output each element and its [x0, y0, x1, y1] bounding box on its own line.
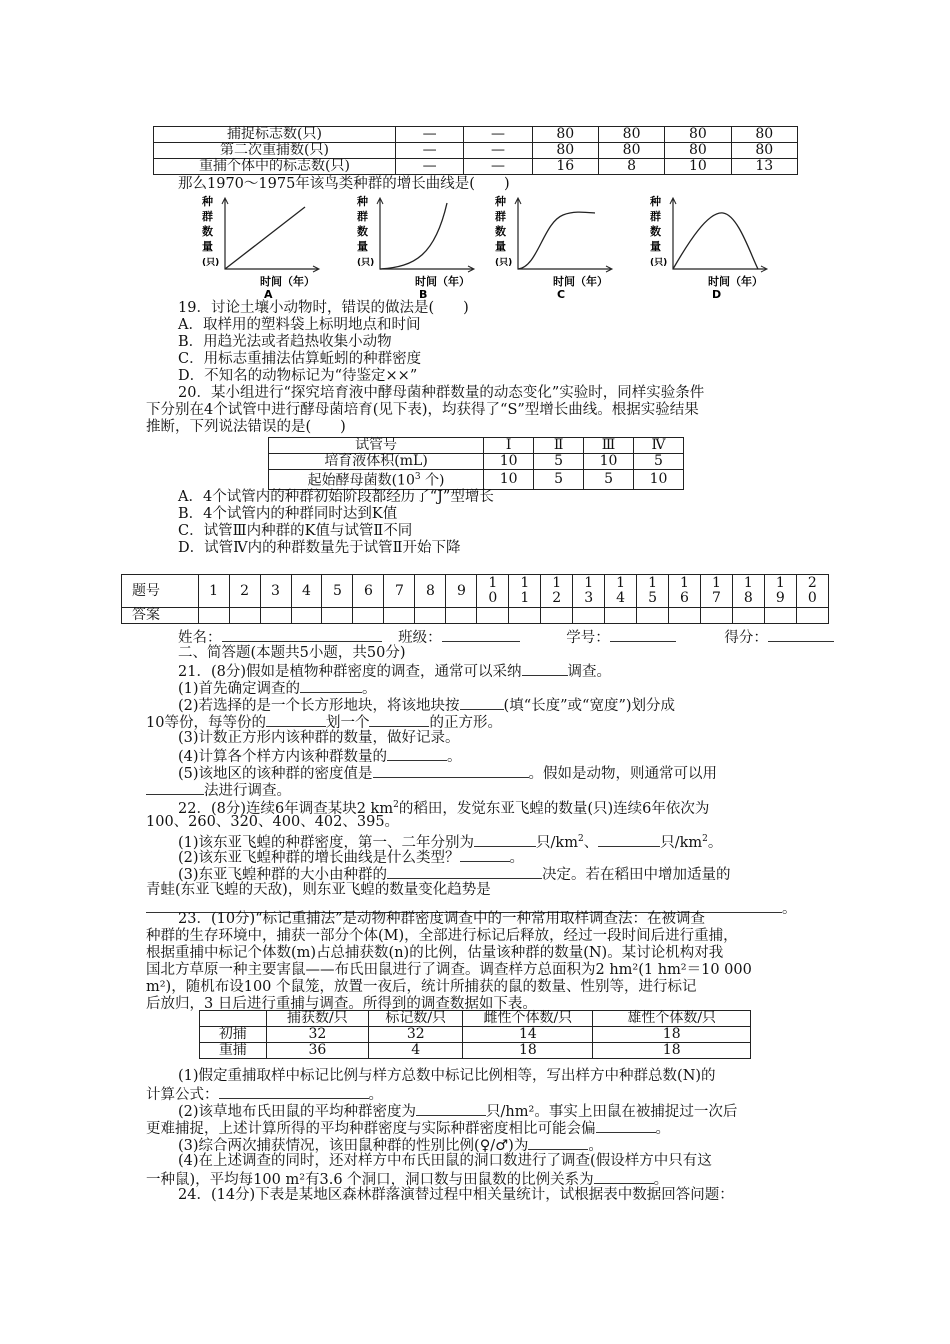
score-field[interactable]: [768, 628, 834, 642]
y-axis-label: 群: [357, 210, 368, 223]
th-tube-4: Ⅳ: [634, 438, 684, 454]
y-axis-label: 群: [495, 210, 506, 223]
superscript: 2: [702, 834, 708, 844]
q23-after-1: (1)假定重捕取样中标记比例与样方总数中标记比例相等，写出样方中种群总数(N)的: [178, 1068, 716, 1084]
row-label: 捕捉标志数(只): [154, 127, 396, 143]
growth-curve: [380, 203, 447, 269]
cell: 10: [484, 454, 534, 470]
mouse-survey-table: [199, 1010, 751, 1059]
answer-cell[interactable]: [669, 608, 701, 624]
answer-cell[interactable]: [477, 608, 509, 624]
text: 只/km: [536, 834, 578, 851]
x-axis-label: 时间（年）: [415, 275, 470, 288]
q20-option-a: A．4个试管内的种群初始阶段都经历了“J”型增长: [178, 489, 494, 505]
question-number: 1 4: [605, 575, 637, 608]
row-yeast-label: [269, 470, 484, 490]
q20-option-b: B．4个试管内的种群同时达到K值: [178, 506, 398, 522]
label-part: 起始酵母菌数(10: [307, 472, 415, 489]
row-label: 第二次重捕数(只): [154, 143, 396, 159]
table-cell: 10: [665, 159, 731, 175]
table-cell: 16: [532, 159, 598, 175]
table-row: [154, 143, 798, 159]
blank[interactable]: [219, 1085, 369, 1099]
q21-line-5: (3)计数正方形内该种群的数量，做好记录。: [178, 730, 460, 746]
y-axis-label: (只): [357, 258, 375, 268]
y-axis-label: 量: [202, 240, 213, 253]
text: (4)计算各个样方内该种群数量的: [178, 749, 388, 765]
blank[interactable]: [596, 1119, 656, 1133]
text: 划一个: [325, 715, 370, 731]
answer-cell[interactable]: [415, 608, 446, 624]
section-2-title: 二、简答题(本题共5小题，共50分): [178, 645, 406, 661]
text: 。: [707, 834, 723, 851]
blank[interactable]: [369, 713, 429, 727]
q23-line-6: 后放归，3 日后进行重捕与调查。所得到的调查数据如下表。: [146, 996, 537, 1012]
name-field[interactable]: [222, 628, 382, 642]
question-number: 8: [415, 575, 446, 608]
table-row: [200, 1027, 751, 1043]
question-number: 1 8: [732, 575, 764, 608]
text: 22．(8分)连续6年调查某块2 km: [178, 800, 394, 817]
q20-stem-2: 下分别在4个试管中进行酵母菌培育(见下表)，均获得了“S”型增长曲线。根据实验结果: [146, 402, 699, 418]
question-number: 1 3: [573, 575, 605, 608]
question-number: 5: [322, 575, 353, 608]
class-label: 班级：: [398, 630, 442, 646]
answer-cell[interactable]: [605, 608, 637, 624]
q19-option-b: B．用趋光法或者趋热收集小动物: [178, 334, 392, 350]
answer-cell[interactable]: [384, 608, 415, 624]
table-cell: 重捕: [200, 1043, 267, 1059]
y-axis-label: 群: [650, 210, 661, 223]
th-tube-1: Ⅰ: [484, 438, 534, 454]
axes: [380, 199, 473, 269]
name-label: 姓名：: [178, 630, 222, 646]
table-cell: 80: [731, 143, 797, 159]
text: (填“长度”或“宽度”)划分成: [503, 698, 676, 714]
text: 只/hm²。事实上田鼠在被捕捉过一次后: [486, 1104, 738, 1120]
capture-table: [153, 126, 798, 175]
question-number: 1 9: [764, 575, 796, 608]
question-number: 1 1: [509, 575, 541, 608]
text: 。: [362, 681, 377, 697]
growth-graph-c: [493, 193, 628, 305]
table-row: [154, 127, 798, 143]
answer-cell[interactable]: [732, 608, 764, 624]
blank[interactable]: [594, 1170, 654, 1184]
q19-option-a: A．取样用的塑料袋上标明地点和时间: [178, 317, 421, 333]
text: 、: [583, 834, 599, 851]
q23-line-3: 根据重捕中标记个体数(m)占总捕获数(n)的比例，估量该种群的数量(N)。某讨论机构对我: [146, 945, 724, 961]
q24-stem: 24．(14分)下表是某地区森林群落演替过程中相关量统计，试根据表中数据回答问题：: [178, 1187, 734, 1203]
answer-cell[interactable]: [700, 608, 732, 624]
answer-cell[interactable]: [509, 608, 541, 624]
table-cell: —: [464, 127, 532, 143]
table-cell: 32: [369, 1027, 463, 1043]
growth-graph-b: [355, 193, 490, 305]
table-cell: 8: [598, 159, 664, 175]
table-cell: 18: [463, 1043, 593, 1059]
growth-curve: [225, 207, 305, 269]
q23-line-1: 23．(10分)“标记重捕法”是动物种群密度调查中的一种常用取样调查法：在被调查: [178, 911, 706, 927]
x-axis-label: 时间（年）: [260, 275, 315, 288]
blank[interactable]: [373, 764, 529, 778]
text: 。: [509, 850, 525, 866]
row-volume-label: 培育液体积(mL): [269, 454, 484, 470]
y-axis-label: 种: [202, 195, 213, 208]
answer-cell[interactable]: [291, 608, 322, 624]
id-label: 学号：: [566, 630, 610, 646]
question-number: 1 5: [637, 575, 669, 608]
q18-stem: 那么1970～1975年该鸟类种群的增长曲线是( ): [178, 176, 510, 192]
table-cell: 32: [266, 1027, 369, 1043]
blank[interactable]: [522, 662, 568, 676]
answer-cell[interactable]: [637, 608, 669, 624]
table-cell: 80: [532, 127, 598, 143]
cell: 10: [584, 454, 634, 470]
q22-line-2: 100、260、320、400、402、395。: [146, 814, 400, 830]
text: 的正方形。: [429, 715, 502, 731]
question-number: 9: [446, 575, 477, 608]
q19-option-c: C．用标志重捕法估算蚯蚓的种群密度: [178, 351, 422, 367]
graph-option-label: C: [557, 288, 566, 301]
y-axis-label: 数: [202, 225, 213, 238]
question-number: 1 7: [700, 575, 732, 608]
q19-option-d: D．不知名的动物标记为“待鉴定××”: [178, 368, 418, 384]
table-cell: 36: [266, 1043, 369, 1059]
test-tube-table: [268, 437, 684, 490]
answer-cell[interactable]: [260, 608, 291, 624]
table-row: [154, 159, 798, 175]
superscript: 2: [577, 834, 584, 844]
text: 。: [653, 1172, 669, 1188]
column-header: 捕获数/只: [266, 1011, 369, 1027]
text: (1)首先确定调查的: [178, 681, 301, 697]
answer-cell[interactable]: [198, 608, 229, 624]
y-axis-label: 种: [650, 195, 661, 208]
th-tube-2: Ⅱ: [534, 438, 584, 454]
graph-svg: [355, 193, 490, 301]
y-axis-label: (只): [495, 258, 513, 268]
q20-option-d: D．试管Ⅳ内的种群数量先于试管Ⅱ开始下降: [178, 540, 461, 556]
answer-cell[interactable]: [446, 608, 477, 624]
y-axis-label: 数: [495, 225, 506, 238]
answer-grid: [121, 574, 829, 624]
answer-cell[interactable]: [764, 608, 796, 624]
table-row: [200, 1043, 751, 1059]
question-number: 1 0: [477, 575, 509, 608]
answer-cell[interactable]: [573, 608, 605, 624]
text: 10等份，每等份的: [146, 715, 266, 731]
question-number: 1: [198, 575, 229, 608]
table-cell: 18: [593, 1043, 751, 1059]
question-number: 4: [291, 575, 322, 608]
table-cell: —: [464, 159, 532, 175]
table-cell: 80: [532, 143, 598, 159]
answer-cell[interactable]: [322, 608, 353, 624]
text: 调查。: [567, 664, 611, 680]
blank[interactable]: [528, 1136, 588, 1150]
x-axis-label: 时间（年）: [553, 275, 608, 288]
blank[interactable]: [387, 865, 542, 879]
blank[interactable]: [387, 747, 447, 761]
graph-option-label: B: [419, 288, 428, 301]
y-axis-label: 量: [357, 240, 368, 253]
column-header: 标记数/只: [369, 1011, 463, 1027]
question-number: 3: [260, 575, 291, 608]
text: 。: [588, 1138, 603, 1154]
q23-line-2: 种群的生存环境中，捕获一部分个体(M)，全部进行标记后释放，经过一段时间后进行重捕，: [146, 928, 738, 944]
y-axis-label: 种: [357, 195, 368, 208]
q20-stem-1: 20．某小组进行“探究培育液中酵母菌种群数量的动态变化”实验时，同样实验条件: [178, 385, 705, 401]
graph-option-label: A: [264, 288, 273, 301]
id-field[interactable]: [610, 628, 676, 642]
column-header: 雄性个体数/只: [593, 1011, 751, 1027]
text: (3)东亚飞蝗种群的大小由种群的: [178, 867, 388, 883]
text: 更难捕捉，上述计算所得的平均种群密度与实际种群密度相比可能会偏: [146, 1121, 596, 1137]
text: 。假如是动物，则通常可以用: [528, 766, 718, 782]
y-axis-label: 数: [650, 225, 661, 238]
blank[interactable]: [474, 833, 536, 847]
table-cell: —: [396, 127, 464, 143]
answer-cell[interactable]: [229, 608, 260, 624]
class-field[interactable]: [442, 628, 520, 642]
blank[interactable]: [300, 679, 362, 693]
cell: 10: [484, 470, 534, 490]
graph-svg: [493, 193, 628, 301]
question-number: 1 6: [669, 575, 701, 608]
text: 决定。若在稻田中增加适量的: [542, 867, 731, 883]
th-tube: 试管号: [269, 438, 484, 454]
blank[interactable]: [460, 848, 510, 862]
text: 一种鼠)，平均每100 m²有3.6 个洞口，洞口数与田鼠数的比例关系为: [146, 1172, 594, 1188]
label-part: 个): [425, 472, 445, 489]
y-axis-label: 量: [495, 240, 506, 253]
question-number: 1 2: [541, 575, 573, 608]
y-axis-label: 种: [495, 195, 506, 208]
question-number: 2: [229, 575, 260, 608]
column-header: 雌性个体数/只: [463, 1011, 593, 1027]
text: (2)该东亚飞蝗种群的增长曲线是什么类型？: [178, 850, 460, 866]
table-cell: 80: [598, 143, 664, 159]
table-cell: —: [396, 159, 464, 175]
q23-after-6: (4)在上述调查的同时，还对样方中布氏田鼠的洞口数进行了调查(假设样方中只有这: [178, 1153, 712, 1169]
row-label: 重捕个体中的标志数(只): [154, 159, 396, 175]
question-number: 7: [384, 575, 415, 608]
table-cell: 80: [665, 127, 731, 143]
y-axis-label: 数: [357, 225, 368, 238]
cell: 10: [634, 470, 684, 490]
question-number: 6: [353, 575, 384, 608]
table-cell: 80: [665, 143, 731, 159]
blank[interactable]: [416, 1102, 486, 1116]
table-cell: 14: [463, 1027, 593, 1043]
table-cell: 80: [731, 127, 797, 143]
growth-graph-a: [200, 193, 335, 305]
x-axis-label: 时间（年）: [708, 275, 763, 288]
answer-cell[interactable]: [796, 608, 828, 624]
score-label: 得分：: [724, 630, 768, 646]
graph-svg: [200, 193, 335, 301]
text: 。: [655, 1121, 670, 1137]
answer-cell[interactable]: [353, 608, 384, 624]
question-number-header: 题号: [122, 575, 199, 608]
q19-stem: 19．讨论土壤小动物时，错误的做法是( ): [178, 300, 469, 316]
table-cell: 13: [731, 159, 797, 175]
growth-graph-d: [648, 193, 783, 305]
graph-option-label: D: [712, 288, 722, 301]
th-tube-3: Ⅲ: [584, 438, 634, 454]
text: 只/km: [660, 834, 703, 851]
text: 法进行调查。: [204, 783, 291, 799]
text: 21．(8分)假如是植物种群密度的调查，通常可以采纳: [178, 664, 522, 680]
cell: 5: [534, 454, 584, 470]
text: 。: [447, 749, 462, 765]
blank[interactable]: [266, 713, 326, 727]
superscript: 2: [393, 800, 399, 810]
axes: [673, 199, 766, 269]
superscript: 3: [414, 472, 421, 482]
cell: 5: [584, 470, 634, 490]
q20-option-c: C．试管Ⅲ内种群的K值与试管Ⅱ不同: [178, 523, 413, 539]
column-header: [200, 1011, 267, 1027]
text: (2)该草地布氏田鼠的平均种群密度为: [178, 1104, 417, 1120]
blank[interactable]: [460, 696, 504, 710]
growth-curve: [518, 212, 595, 269]
q23-line-5: m²)，随机布设100 个鼠笼，放置一夜后，统计所捕获的鼠的数量、性别等，进行标记: [146, 979, 697, 995]
answer-cell[interactable]: [541, 608, 573, 624]
graph-svg: [648, 193, 783, 301]
table-cell: —: [396, 143, 464, 159]
y-axis-label: 量: [650, 240, 661, 253]
y-axis-label: 群: [202, 210, 213, 223]
cell: 5: [634, 454, 684, 470]
table-cell: —: [464, 143, 532, 159]
table-cell: 初捕: [200, 1027, 267, 1043]
blank[interactable]: [146, 781, 204, 795]
blank[interactable]: [598, 833, 660, 847]
text: (1)该东亚飞蝗的种群密度，第一、二年分别为: [178, 834, 475, 851]
text: 。: [368, 1087, 383, 1103]
table-cell: 4: [369, 1043, 463, 1059]
answer-header: 答案: [122, 608, 199, 624]
q23-line-4: 国北方草原一种主要害鼠——布氏田鼠进行了调查。调查样方总面积为2 hm²(1 hm²＝10 000: [146, 962, 752, 978]
text: (2)若选择的是一个长方形地块，将该地块按: [178, 698, 460, 714]
text: 的稻田，发觉东亚飞蝗的数量(只)连续6年依次为: [398, 800, 710, 817]
growth-curve: [673, 213, 758, 269]
q20-stem-3: 推断，下列说法错误的是( ): [146, 419, 346, 435]
text: 计算公式：: [146, 1087, 219, 1103]
y-axis-label: (只): [202, 258, 220, 268]
text: (3)综合两次捕获情况，该田鼠种群的性别比例(♀/♂)为: [178, 1138, 529, 1154]
cell: 5: [534, 470, 584, 490]
q22-line-6: 青蛙(东亚飞蝗的天敌)，则东亚飞蝗的数量变化趋势是: [146, 882, 491, 898]
table-cell: 80: [598, 127, 664, 143]
text: 。: [782, 901, 797, 917]
question-number: 2 0: [796, 575, 828, 608]
text: (5)该地区的该种群的密度值是: [178, 766, 373, 782]
y-axis-label: (只): [650, 258, 668, 268]
table-cell: 18: [593, 1027, 751, 1043]
